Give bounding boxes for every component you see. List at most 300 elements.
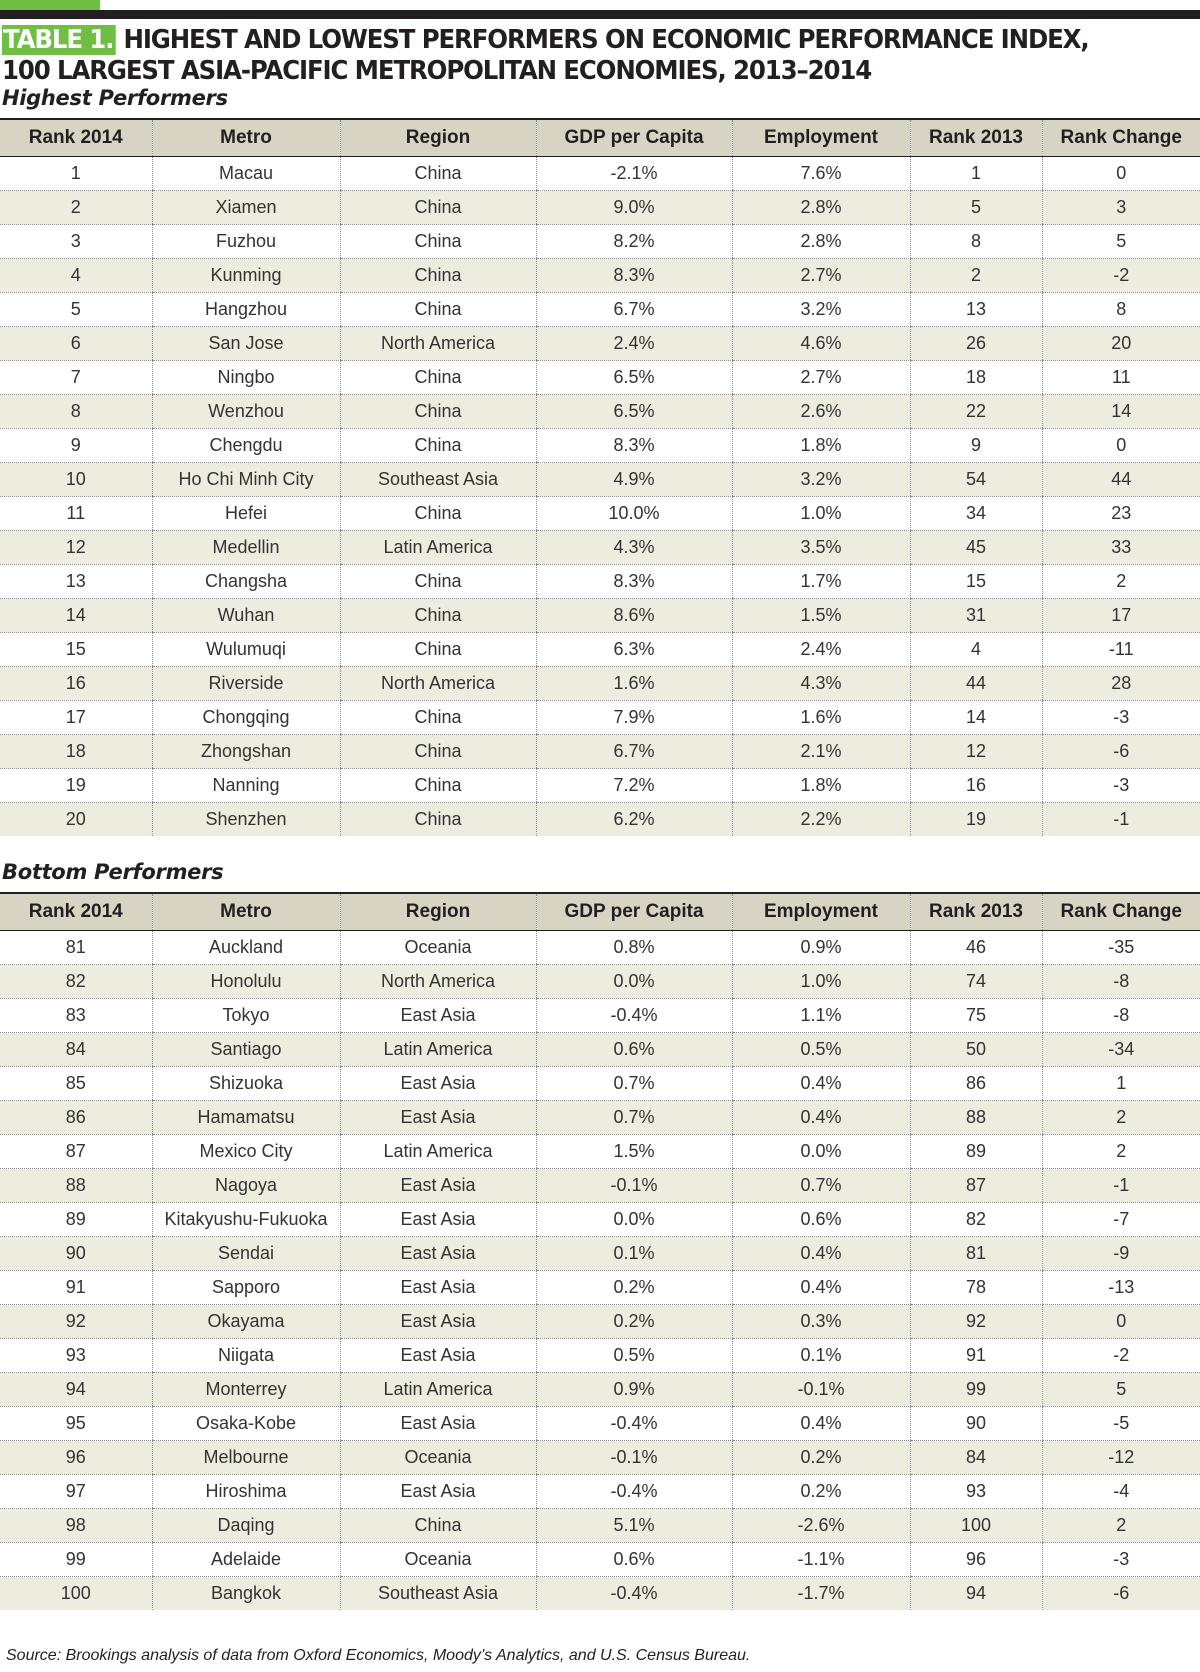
table-cell: China <box>340 803 536 837</box>
table-row <box>0 1373 1200 1407</box>
table-cell: 10.0% <box>536 497 732 531</box>
table-cell: Kunming <box>152 259 340 293</box>
table-cell: 1 <box>910 157 1042 191</box>
table-cell: 15 <box>910 565 1042 599</box>
table-cell: Honolulu <box>152 965 340 999</box>
table-cell: Wulumuqi <box>152 633 340 667</box>
table-cell: Fuzhou <box>152 225 340 259</box>
table-cell: 2.7% <box>732 361 910 395</box>
table-cell: -0.1% <box>536 1441 732 1475</box>
column-header: Rank Change <box>1042 893 1200 931</box>
table-cell: Okayama <box>152 1305 340 1339</box>
table-cell: 92 <box>910 1305 1042 1339</box>
table-cell: 8.3% <box>536 259 732 293</box>
table-cell: 0.4% <box>732 1271 910 1305</box>
table-cell: Bangkok <box>152 1577 340 1611</box>
table-row <box>0 1441 1200 1475</box>
table-cell: 0.6% <box>732 1203 910 1237</box>
table-cell: 3 <box>1042 191 1200 225</box>
table-cell: 1.6% <box>536 667 732 701</box>
table-cell: -5 <box>1042 1407 1200 1441</box>
table-cell: -6 <box>1042 1577 1200 1611</box>
table-cell: Latin America <box>340 1135 536 1169</box>
table-cell: 28 <box>1042 667 1200 701</box>
table-cell: 8.3% <box>536 429 732 463</box>
table-cell: 87 <box>0 1135 152 1169</box>
table-cell: -6 <box>1042 735 1200 769</box>
column-header: GDP per Capita <box>536 893 732 931</box>
bottom-performers-label: Bottom Performers <box>2 860 224 884</box>
table-cell: 18 <box>0 735 152 769</box>
table-cell: 0.4% <box>732 1067 910 1101</box>
table-cell: 0.9% <box>732 931 910 965</box>
table-cell: 90 <box>910 1407 1042 1441</box>
column-header: Rank 2014 <box>0 893 152 931</box>
table-cell: 0.0% <box>536 965 732 999</box>
table-cell: 0.2% <box>732 1475 910 1509</box>
table-cell: China <box>340 701 536 735</box>
table-cell: Mexico City <box>152 1135 340 1169</box>
table-cell: China <box>340 293 536 327</box>
table-cell: Hiroshima <box>152 1475 340 1509</box>
table-cell: 13 <box>910 293 1042 327</box>
table-cell: 8 <box>910 225 1042 259</box>
table-cell: 4.3% <box>732 667 910 701</box>
table-cell: 83 <box>0 999 152 1033</box>
table-cell: 45 <box>910 531 1042 565</box>
table-cell: -1 <box>1042 1169 1200 1203</box>
table-cell: 0.6% <box>536 1543 732 1577</box>
table-cell: 0.1% <box>732 1339 910 1373</box>
table-cell: 0 <box>1042 1305 1200 1339</box>
table-cell: 6.5% <box>536 395 732 429</box>
table-row <box>0 327 1200 361</box>
table-cell: Sendai <box>152 1237 340 1271</box>
table-row <box>0 361 1200 395</box>
table-cell: 6.5% <box>536 361 732 395</box>
table-cell: 0.7% <box>732 1169 910 1203</box>
table-cell: San Jose <box>152 327 340 361</box>
table-cell: China <box>340 157 536 191</box>
top-rule <box>0 10 1200 19</box>
table-cell: Nanning <box>152 769 340 803</box>
table-row <box>0 1475 1200 1509</box>
table-cell: 81 <box>0 931 152 965</box>
table-cell: 84 <box>910 1441 1042 1475</box>
table-cell: 31 <box>910 599 1042 633</box>
table-title-text: HIGHEST AND LOWEST PERFORMERS ON ECONOMIC PERFORMANCE INDEX, 100 LARGEST ASIA-PACIFIC METROPOLITAN ECONOMIES, 2013–2014 <box>2 25 1089 86</box>
table-cell: 2 <box>910 259 1042 293</box>
table-cell: 5 <box>910 191 1042 225</box>
table-row <box>0 497 1200 531</box>
table-cell: 85 <box>0 1067 152 1101</box>
table-row <box>0 157 1200 191</box>
table-row <box>0 1509 1200 1543</box>
table-cell: 11 <box>1042 361 1200 395</box>
table-cell: China <box>340 599 536 633</box>
table-cell: 6.3% <box>536 633 732 667</box>
table-cell: 2.6% <box>732 395 910 429</box>
table-cell: 94 <box>910 1577 1042 1611</box>
table-cell: -2 <box>1042 259 1200 293</box>
table-cell: 93 <box>0 1339 152 1373</box>
column-header: Rank Change <box>1042 119 1200 157</box>
table-row <box>0 701 1200 735</box>
table-cell: East Asia <box>340 1101 536 1135</box>
table-cell: 1.0% <box>732 965 910 999</box>
table-cell: 81 <box>910 1237 1042 1271</box>
table-cell: Oceania <box>340 1543 536 1577</box>
table-cell: 0.7% <box>536 1101 732 1135</box>
table-cell: 100 <box>910 1509 1042 1543</box>
table-row <box>0 599 1200 633</box>
table-cell: -0.1% <box>536 1169 732 1203</box>
table-row <box>0 259 1200 293</box>
table-cell: -0.1% <box>732 1373 910 1407</box>
table-cell: 5 <box>1042 1373 1200 1407</box>
table-cell: Latin America <box>340 531 536 565</box>
table-row <box>0 1339 1200 1373</box>
table-cell: Wuhan <box>152 599 340 633</box>
table-cell: 100 <box>0 1577 152 1611</box>
table-cell: -12 <box>1042 1441 1200 1475</box>
table-cell: 16 <box>0 667 152 701</box>
table-cell: Medellin <box>152 531 340 565</box>
table-cell: 9 <box>0 429 152 463</box>
table-row <box>0 1169 1200 1203</box>
table-cell: 4.9% <box>536 463 732 497</box>
column-header: Rank 2013 <box>910 893 1042 931</box>
table-cell: Melbourne <box>152 1441 340 1475</box>
table-cell: -7 <box>1042 1203 1200 1237</box>
table-cell: Chengdu <box>152 429 340 463</box>
table-cell: East Asia <box>340 1169 536 1203</box>
column-header: Rank 2013 <box>910 119 1042 157</box>
table-cell: 7 <box>0 361 152 395</box>
table-row <box>0 531 1200 565</box>
table-cell: 97 <box>0 1475 152 1509</box>
table-row <box>0 395 1200 429</box>
table-cell: North America <box>340 327 536 361</box>
table-cell: 3.2% <box>732 293 910 327</box>
table-cell: 7.9% <box>536 701 732 735</box>
table-cell: 12 <box>0 531 152 565</box>
table-cell: -1.1% <box>732 1543 910 1577</box>
table-cell: North America <box>340 965 536 999</box>
table-cell: 1.1% <box>732 999 910 1033</box>
table-cell: -2 <box>1042 1339 1200 1373</box>
table-cell: 91 <box>0 1271 152 1305</box>
table-cell: 86 <box>0 1101 152 1135</box>
table-cell: 1 <box>0 157 152 191</box>
table-cell: 1 <box>1042 1067 1200 1101</box>
table-cell: 2.2% <box>732 803 910 837</box>
column-header: Metro <box>152 893 340 931</box>
table-cell: 8.2% <box>536 225 732 259</box>
table-cell: 13 <box>0 565 152 599</box>
table-cell: 0.2% <box>536 1305 732 1339</box>
table-cell: China <box>340 191 536 225</box>
table-cell: 96 <box>910 1543 1042 1577</box>
table-cell: 82 <box>910 1203 1042 1237</box>
table-cell: 18 <box>910 361 1042 395</box>
table-cell: 7.6% <box>732 157 910 191</box>
table-cell: 91 <box>910 1339 1042 1373</box>
table-cell: -2.6% <box>732 1509 910 1543</box>
table-cell: 7.2% <box>536 769 732 803</box>
table-cell: Osaka-Kobe <box>152 1407 340 1441</box>
table-cell: 2.8% <box>732 225 910 259</box>
table-cell: 19 <box>910 803 1042 837</box>
table-cell: 6.2% <box>536 803 732 837</box>
table-cell: -3 <box>1042 769 1200 803</box>
table-cell: China <box>340 735 536 769</box>
table-cell: 44 <box>910 667 1042 701</box>
table-cell: East Asia <box>340 1067 536 1101</box>
table-cell: 88 <box>0 1169 152 1203</box>
table-cell: 95 <box>0 1407 152 1441</box>
table-row <box>0 191 1200 225</box>
table-cell: 50 <box>910 1033 1042 1067</box>
table-title <box>2 25 1126 87</box>
table-cell: 89 <box>0 1203 152 1237</box>
table-row <box>0 1101 1200 1135</box>
table-cell: 2.7% <box>732 259 910 293</box>
table-cell: 1.0% <box>732 497 910 531</box>
table-cell: 6.7% <box>536 735 732 769</box>
table-cell: 0.7% <box>536 1067 732 1101</box>
highest-performers-label: Highest Performers <box>2 86 228 110</box>
table-row <box>0 803 1200 837</box>
table-cell: -9 <box>1042 1237 1200 1271</box>
table-cell: 0.2% <box>536 1271 732 1305</box>
table-cell: 1.5% <box>732 599 910 633</box>
table-cell: Auckland <box>152 931 340 965</box>
table-cell: 33 <box>1042 531 1200 565</box>
table-cell: 78 <box>910 1271 1042 1305</box>
table-cell: Nagoya <box>152 1169 340 1203</box>
table-cell: Macau <box>152 157 340 191</box>
table-cell: Latin America <box>340 1033 536 1067</box>
table-cell: 19 <box>0 769 152 803</box>
table-cell: Shenzhen <box>152 803 340 837</box>
highest-performers-table <box>0 118 1200 836</box>
table-cell: Tokyo <box>152 999 340 1033</box>
table-cell: 0.5% <box>536 1339 732 1373</box>
table-cell: East Asia <box>340 999 536 1033</box>
table-cell: 23 <box>1042 497 1200 531</box>
table-cell: 1.8% <box>732 769 910 803</box>
table-row <box>0 735 1200 769</box>
table-cell: -8 <box>1042 965 1200 999</box>
table-cell: -3 <box>1042 701 1200 735</box>
table-cell: 94 <box>0 1373 152 1407</box>
table-cell: 0.0% <box>536 1203 732 1237</box>
table-cell: 10 <box>0 463 152 497</box>
table-cell: China <box>340 633 536 667</box>
table-cell: 2.8% <box>732 191 910 225</box>
table-cell: 6 <box>0 327 152 361</box>
table-cell: 0.4% <box>732 1101 910 1135</box>
table-cell: Shizuoka <box>152 1067 340 1101</box>
table-cell: Oceania <box>340 931 536 965</box>
table-cell: 89 <box>910 1135 1042 1169</box>
table-cell: 3.2% <box>732 463 910 497</box>
table-row <box>0 965 1200 999</box>
table-cell: 34 <box>910 497 1042 531</box>
table-cell: 99 <box>910 1373 1042 1407</box>
table-cell: 4 <box>0 259 152 293</box>
bottom-performers-table <box>0 892 1200 1610</box>
table-row <box>0 1543 1200 1577</box>
table-cell: Ningbo <box>152 361 340 395</box>
table-cell: 11 <box>0 497 152 531</box>
table-row <box>0 1271 1200 1305</box>
table-row <box>0 1067 1200 1101</box>
table-cell: -1.7% <box>732 1577 910 1611</box>
table-cell: 12 <box>910 735 1042 769</box>
table-cell: 46 <box>910 931 1042 965</box>
table-cell: China <box>340 259 536 293</box>
table-cell: Southeast Asia <box>340 463 536 497</box>
table-cell: 17 <box>0 701 152 735</box>
table-cell: China <box>340 225 536 259</box>
table-cell: East Asia <box>340 1237 536 1271</box>
table-cell: 4.3% <box>536 531 732 565</box>
table-cell: China <box>340 395 536 429</box>
table-row <box>0 633 1200 667</box>
table-cell: 75 <box>910 999 1042 1033</box>
table-cell: 1.8% <box>732 429 910 463</box>
table-number-tag: TABLE 1. <box>2 25 116 55</box>
table-row <box>0 667 1200 701</box>
table-cell: -0.4% <box>536 1407 732 1441</box>
table-cell: China <box>340 769 536 803</box>
table-cell: China <box>340 565 536 599</box>
table-cell: -0.4% <box>536 1577 732 1611</box>
table-cell: 0.4% <box>732 1237 910 1271</box>
table-cell: Zhongshan <box>152 735 340 769</box>
table-cell: East Asia <box>340 1475 536 1509</box>
table-cell: 2.1% <box>732 735 910 769</box>
table-cell: 14 <box>1042 395 1200 429</box>
table-cell: Hefei <box>152 497 340 531</box>
table-cell: Latin America <box>340 1373 536 1407</box>
table-cell: 4.6% <box>732 327 910 361</box>
table-cell: 44 <box>1042 463 1200 497</box>
table-cell: -3 <box>1042 1543 1200 1577</box>
table-cell: -1 <box>1042 803 1200 837</box>
table-row <box>0 999 1200 1033</box>
table-cell: Santiago <box>152 1033 340 1067</box>
column-header: Rank 2014 <box>0 119 152 157</box>
table-cell: 8 <box>1042 293 1200 327</box>
table-cell: 82 <box>0 965 152 999</box>
table-header-row <box>0 893 1200 931</box>
table-cell: 9.0% <box>536 191 732 225</box>
table-cell: 2 <box>1042 1509 1200 1543</box>
table-row <box>0 1033 1200 1067</box>
table-cell: 84 <box>0 1033 152 1067</box>
table-cell: 0.0% <box>732 1135 910 1169</box>
table-cell: 0.1% <box>536 1237 732 1271</box>
table-cell: 92 <box>0 1305 152 1339</box>
table-cell: 0.9% <box>536 1373 732 1407</box>
table-cell: 14 <box>910 701 1042 735</box>
column-header: Metro <box>152 119 340 157</box>
table-row <box>0 293 1200 327</box>
table-row <box>0 1305 1200 1339</box>
table-cell: 0.3% <box>732 1305 910 1339</box>
table-cell: 8 <box>0 395 152 429</box>
table-cell: -0.4% <box>536 999 732 1033</box>
table-cell: Adelaide <box>152 1543 340 1577</box>
table-cell: 2 <box>1042 1101 1200 1135</box>
table-row <box>0 1135 1200 1169</box>
table-cell: 98 <box>0 1509 152 1543</box>
table-cell: 4 <box>910 633 1042 667</box>
table-cell: Changsha <box>152 565 340 599</box>
table-cell: Hamamatsu <box>152 1101 340 1135</box>
table-cell: -0.4% <box>536 1475 732 1509</box>
table-row <box>0 1407 1200 1441</box>
table-cell: East Asia <box>340 1339 536 1373</box>
table-cell: 99 <box>0 1543 152 1577</box>
table-cell: 22 <box>910 395 1042 429</box>
table-cell: Southeast Asia <box>340 1577 536 1611</box>
table-cell: 93 <box>910 1475 1042 1509</box>
table-cell: Riverside <box>152 667 340 701</box>
table-cell: 0.2% <box>732 1441 910 1475</box>
source-note: Source: Brookings analysis of data from Oxford Economics, Moody’s Analytics, and U.S. Census Bureau. <box>6 1647 751 1664</box>
table-cell: 5.1% <box>536 1509 732 1543</box>
table-cell: Kitakyushu-Fukuoka <box>152 1203 340 1237</box>
column-header: Employment <box>732 893 910 931</box>
table-cell: 1.6% <box>732 701 910 735</box>
table-cell: 2.4% <box>732 633 910 667</box>
table-cell: 0.8% <box>536 931 732 965</box>
table-cell: 20 <box>1042 327 1200 361</box>
table-cell: -2.1% <box>536 157 732 191</box>
table-cell: 2 <box>1042 1135 1200 1169</box>
table-row <box>0 463 1200 497</box>
table-cell: East Asia <box>340 1203 536 1237</box>
table-cell: 17 <box>1042 599 1200 633</box>
table-cell: 16 <box>910 769 1042 803</box>
table-cell: China <box>340 1509 536 1543</box>
table-cell: 96 <box>0 1441 152 1475</box>
table-cell: -8 <box>1042 999 1200 1033</box>
table-cell: North America <box>340 667 536 701</box>
table-row <box>0 225 1200 259</box>
table-cell: Sapporo <box>152 1271 340 1305</box>
table-cell: Xiamen <box>152 191 340 225</box>
table-cell: 0 <box>1042 429 1200 463</box>
table-cell: 86 <box>910 1067 1042 1101</box>
table-cell: 8.3% <box>536 565 732 599</box>
table-cell: 2.4% <box>536 327 732 361</box>
table-cell: Ho Chi Minh City <box>152 463 340 497</box>
table-cell: 2 <box>0 191 152 225</box>
table-cell: Daqing <box>152 1509 340 1543</box>
table-cell: -35 <box>1042 931 1200 965</box>
table-cell: East Asia <box>340 1305 536 1339</box>
table-row <box>0 1577 1200 1611</box>
table-cell: -11 <box>1042 633 1200 667</box>
table-cell: Niigata <box>152 1339 340 1373</box>
table-cell: 0.5% <box>732 1033 910 1067</box>
table-cell: 0.4% <box>732 1407 910 1441</box>
